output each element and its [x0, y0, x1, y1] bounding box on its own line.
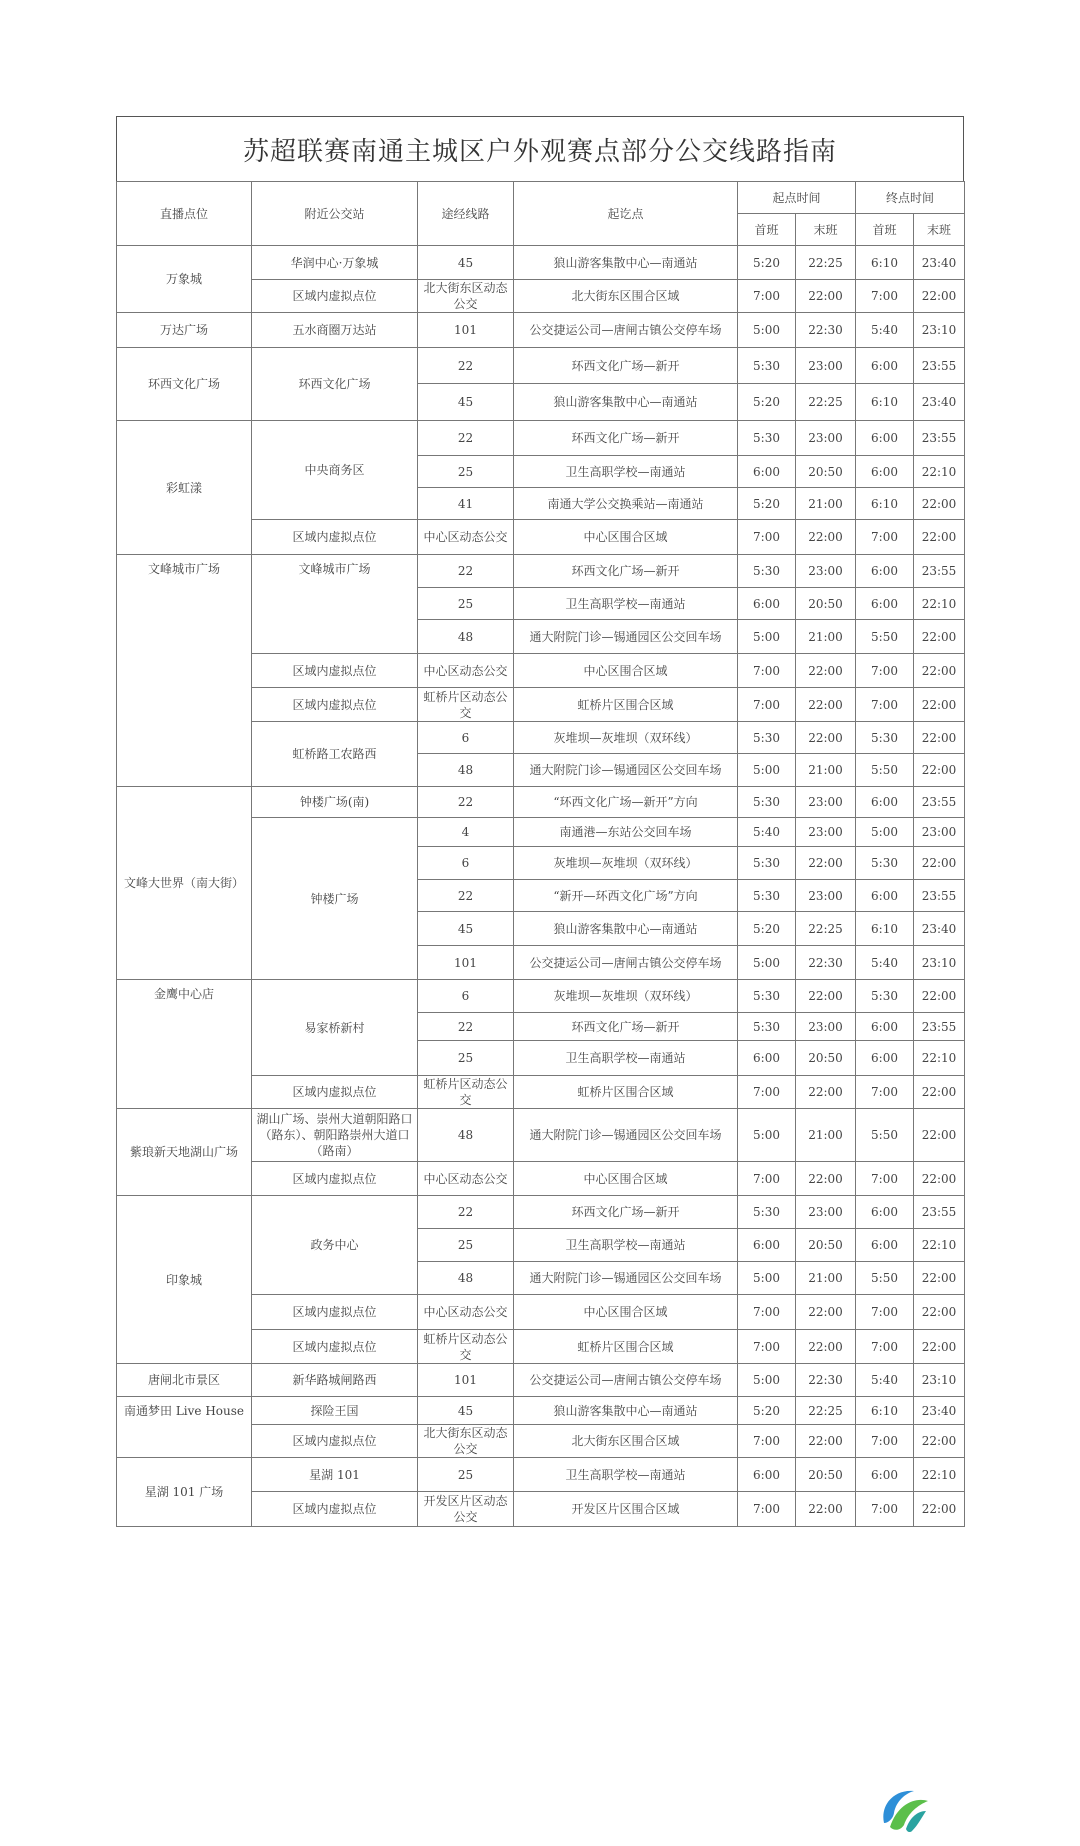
start-last-cell: 21:00: [796, 620, 856, 654]
end-last-cell: 23:55: [914, 421, 965, 456]
endpoints-cell: 卫生高职学校—南通站: [514, 588, 738, 620]
header-start-time: 起点时间: [738, 182, 856, 214]
end-first-cell: 5:40: [856, 313, 914, 348]
endpoints-cell: 通大附院门诊—锡通园区公交回车场: [514, 1262, 738, 1295]
end-last-cell: 22:00: [914, 1492, 965, 1527]
end-last-cell: 23:00: [914, 818, 965, 847]
stop-cell: 探险王国: [252, 1397, 418, 1425]
point-cell: 紫琅新天地湖山广场: [117, 1109, 252, 1196]
route-cell: 中心区动态公交: [418, 520, 514, 555]
route-cell: 25: [418, 1041, 514, 1076]
route-cell: 22: [418, 1196, 514, 1229]
endpoints-cell: 中心区围合区域: [514, 654, 738, 688]
start-first-cell: 5:30: [738, 722, 796, 754]
start-last-cell: 22:00: [796, 1295, 856, 1330]
endpoints-cell: 环西文化广场—新开: [514, 1013, 738, 1041]
start-first-cell: 5:30: [738, 1013, 796, 1041]
table-row: [117, 246, 965, 280]
end-first-cell: 6:00: [856, 1458, 914, 1492]
end-first-cell: 6:00: [856, 1041, 914, 1076]
start-first-cell: 5:00: [738, 1262, 796, 1295]
stop-cell: 易家桥新村: [252, 980, 418, 1076]
start-first-cell: 5:00: [738, 620, 796, 654]
guide-sheet: [116, 116, 964, 1527]
start-last-cell: 22:00: [796, 722, 856, 754]
start-first-cell: 5:30: [738, 1196, 796, 1229]
stop-cell: 湖山广场、崇州大道朝阳路口（路东）、朝阳路崇州大道口（路南）: [252, 1109, 418, 1162]
start-last-cell: 21:00: [796, 1262, 856, 1295]
start-last-cell: 22:00: [796, 520, 856, 555]
endpoints-cell: 狼山游客集散中心—南通站: [514, 912, 738, 946]
end-first-cell: 7:00: [856, 654, 914, 688]
start-first-cell: 5:30: [738, 421, 796, 456]
start-first-cell: 6:00: [738, 588, 796, 620]
route-cell: 101: [418, 313, 514, 348]
route-cell: 48: [418, 1262, 514, 1295]
end-first-cell: 6:00: [856, 456, 914, 488]
point-cell: 星湖 101 广场: [117, 1458, 252, 1527]
endpoints-cell: 卫生高职学校—南通站: [514, 1229, 738, 1262]
endpoints-cell: 卫生高职学校—南通站: [514, 456, 738, 488]
endpoints-cell: 虹桥片区围合区域: [514, 688, 738, 722]
header-row: [117, 182, 965, 214]
start-first-cell: 5:00: [738, 946, 796, 980]
header-end-first: 首班: [856, 214, 914, 246]
header-start-last: 末班: [796, 214, 856, 246]
end-last-cell: 22:00: [914, 1330, 965, 1364]
end-first-cell: 7:00: [856, 1425, 914, 1458]
end-first-cell: 5:30: [856, 722, 914, 754]
end-last-cell: 23:40: [914, 384, 965, 421]
end-first-cell: 6:10: [856, 488, 914, 520]
start-first-cell: 5:40: [738, 818, 796, 847]
route-cell: 22: [418, 880, 514, 912]
end-last-cell: 22:10: [914, 1229, 965, 1262]
route-cell: 25: [418, 1458, 514, 1492]
point-cell: 印象城: [117, 1196, 252, 1364]
table-body: [117, 182, 965, 1527]
stop-cell: 钟楼广场: [252, 818, 418, 980]
endpoints-cell: 公交捷运公司—唐闸古镇公交停车场: [514, 946, 738, 980]
end-last-cell: 22:10: [914, 1041, 965, 1076]
start-first-cell: 7:00: [738, 654, 796, 688]
route-cell: 中心区动态公交: [418, 1162, 514, 1196]
route-cell: 22: [418, 348, 514, 384]
endpoints-cell: 虹桥片区围合区域: [514, 1076, 738, 1109]
start-last-cell: 22:25: [796, 384, 856, 421]
route-cell: 22: [418, 787, 514, 818]
start-first-cell: 5:30: [738, 847, 796, 880]
end-last-cell: 22:00: [914, 1295, 965, 1330]
start-last-cell: 21:00: [796, 488, 856, 520]
start-last-cell: 22:00: [796, 654, 856, 688]
end-first-cell: 7:00: [856, 688, 914, 722]
end-first-cell: 6:00: [856, 348, 914, 384]
start-first-cell: 6:00: [738, 456, 796, 488]
endpoints-cell: 卫生高职学校—南通站: [514, 1041, 738, 1076]
endpoints-cell: 卫生高职学校—南通站: [514, 1458, 738, 1492]
route-cell: 开发区片区动态公交: [418, 1492, 514, 1527]
route-cell: 45: [418, 1397, 514, 1425]
point-cell: 南通梦田 Live House: [117, 1397, 252, 1458]
start-first-cell: 5:30: [738, 348, 796, 384]
start-last-cell: 22:00: [796, 280, 856, 313]
route-cell: 48: [418, 754, 514, 787]
start-last-cell: 23:00: [796, 818, 856, 847]
start-first-cell: 7:00: [738, 280, 796, 313]
start-last-cell: 22:00: [796, 1162, 856, 1196]
endpoints-cell: 公交捷运公司—唐闸古镇公交停车场: [514, 313, 738, 348]
route-cell: 101: [418, 946, 514, 980]
stop-cell: 区域内虚拟点位: [252, 1076, 418, 1109]
table-row: [117, 1196, 965, 1229]
end-last-cell: 22:00: [914, 520, 965, 555]
route-cell: 北大街东区动态公交: [418, 1425, 514, 1458]
header-point: 直播点位: [117, 182, 252, 246]
start-last-cell: 20:50: [796, 456, 856, 488]
end-last-cell: 22:00: [914, 847, 965, 880]
end-last-cell: 23:55: [914, 555, 965, 588]
end-last-cell: 23:10: [914, 1364, 965, 1397]
header-end-time: 终点时间: [856, 182, 965, 214]
route-cell: 22: [418, 555, 514, 588]
start-last-cell: 22:30: [796, 1364, 856, 1397]
header-endpoints: 起讫点: [514, 182, 738, 246]
end-last-cell: 23:40: [914, 912, 965, 946]
endpoints-cell: 通大附院门诊—锡通园区公交回车场: [514, 754, 738, 787]
table-row: [117, 348, 965, 384]
start-first-cell: 7:00: [738, 1425, 796, 1458]
start-last-cell: 22:00: [796, 1425, 856, 1458]
brand-logo-icon: [876, 1783, 932, 1835]
table-row: [117, 555, 965, 588]
start-first-cell: 7:00: [738, 1295, 796, 1330]
endpoints-cell: “环西文化广场—新开”方向: [514, 787, 738, 818]
start-first-cell: 7:00: [738, 688, 796, 722]
start-last-cell: 20:50: [796, 1041, 856, 1076]
start-last-cell: 23:00: [796, 421, 856, 456]
point-cell: 唐闸北市景区: [117, 1364, 252, 1397]
start-last-cell: 22:25: [796, 912, 856, 946]
endpoints-cell: 环西文化广场—新开: [514, 348, 738, 384]
endpoints-cell: 公交捷运公司—唐闸古镇公交停车场: [514, 1364, 738, 1397]
table-row: [117, 787, 965, 818]
start-first-cell: 7:00: [738, 1330, 796, 1364]
header-route: 途经线路: [418, 182, 514, 246]
start-first-cell: 5:00: [738, 313, 796, 348]
table-row: [117, 1364, 965, 1397]
end-last-cell: 23:40: [914, 1397, 965, 1425]
route-cell: 虹桥片区动态公交: [418, 1330, 514, 1364]
endpoints-cell: 灰堆坝—灰堆坝（双环线）: [514, 722, 738, 754]
end-first-cell: 5:30: [856, 980, 914, 1013]
start-first-cell: 6:00: [738, 1229, 796, 1262]
route-cell: 48: [418, 1109, 514, 1162]
point-cell: 万达广场: [117, 313, 252, 348]
start-first-cell: 5:20: [738, 1397, 796, 1425]
point-cell: 文峰大世界（南大街）: [117, 787, 252, 980]
end-last-cell: 22:00: [914, 1262, 965, 1295]
endpoints-cell: 中心区围合区域: [514, 1162, 738, 1196]
route-cell: 48: [418, 620, 514, 654]
start-last-cell: 22:00: [796, 1076, 856, 1109]
route-cell: 45: [418, 246, 514, 280]
start-last-cell: 20:50: [796, 1458, 856, 1492]
route-cell: 101: [418, 1364, 514, 1397]
end-last-cell: 23:10: [914, 313, 965, 348]
end-first-cell: 6:00: [856, 880, 914, 912]
endpoints-cell: 通大附院门诊—锡通园区公交回车场: [514, 1109, 738, 1162]
point-cell: 环西文化广场: [117, 348, 252, 421]
endpoints-cell: 虹桥片区围合区域: [514, 1330, 738, 1364]
endpoints-cell: 环西文化广场—新开: [514, 555, 738, 588]
end-last-cell: 22:10: [914, 1458, 965, 1492]
end-first-cell: 7:00: [856, 280, 914, 313]
start-last-cell: 20:50: [796, 1229, 856, 1262]
endpoints-cell: 北大街东区围合区域: [514, 280, 738, 313]
start-last-cell: 23:00: [796, 348, 856, 384]
endpoints-cell: 中心区围合区域: [514, 520, 738, 555]
route-cell: 25: [418, 456, 514, 488]
header-end-last: 末班: [914, 214, 965, 246]
start-last-cell: 22:00: [796, 847, 856, 880]
end-first-cell: 6:10: [856, 384, 914, 421]
start-first-cell: 7:00: [738, 1162, 796, 1196]
stop-cell: 区域内虚拟点位: [252, 1492, 418, 1527]
route-cell: 45: [418, 912, 514, 946]
end-first-cell: 5:50: [856, 620, 914, 654]
route-cell: 虹桥片区动态公交: [418, 688, 514, 722]
end-last-cell: 22:00: [914, 688, 965, 722]
start-first-cell: 6:00: [738, 1458, 796, 1492]
stop-cell: 新华路城闸路西: [252, 1364, 418, 1397]
end-first-cell: 6:00: [856, 1229, 914, 1262]
end-first-cell: 6:10: [856, 1397, 914, 1425]
endpoints-cell: 通大附院门诊—锡通园区公交回车场: [514, 620, 738, 654]
route-cell: 41: [418, 488, 514, 520]
start-first-cell: 7:00: [738, 1492, 796, 1527]
start-first-cell: 5:30: [738, 555, 796, 588]
start-last-cell: 22:25: [796, 1397, 856, 1425]
table-row: [117, 980, 965, 1013]
start-first-cell: 5:20: [738, 912, 796, 946]
end-last-cell: 22:00: [914, 1076, 965, 1109]
start-first-cell: 5:20: [738, 488, 796, 520]
route-cell: 6: [418, 980, 514, 1013]
start-last-cell: 22:00: [796, 1330, 856, 1364]
route-cell: 25: [418, 1229, 514, 1262]
end-first-cell: 6:00: [856, 555, 914, 588]
bus-route-table: [116, 181, 965, 1527]
stop-cell: 区域内虚拟点位: [252, 280, 418, 313]
stop-cell: 区域内虚拟点位: [252, 1295, 418, 1330]
endpoints-cell: 南通港—东站公交回车场: [514, 818, 738, 847]
stop-cell: 虹桥路工农路西: [252, 722, 418, 787]
end-last-cell: 23:55: [914, 348, 965, 384]
end-last-cell: 22:00: [914, 488, 965, 520]
endpoints-cell: 南通大学公交换乘站—南通站: [514, 488, 738, 520]
end-first-cell: 6:10: [856, 912, 914, 946]
end-last-cell: 22:00: [914, 280, 965, 313]
end-first-cell: 6:00: [856, 787, 914, 818]
route-cell: 25: [418, 588, 514, 620]
stop-cell: 区域内虚拟点位: [252, 1330, 418, 1364]
point-cell: 彩虹漾: [117, 421, 252, 555]
endpoints-cell: 狼山游客集散中心—南通站: [514, 246, 738, 280]
stop-cell: 区域内虚拟点位: [252, 1425, 418, 1458]
start-last-cell: 22:00: [796, 980, 856, 1013]
end-last-cell: 22:00: [914, 1162, 965, 1196]
stop-cell: 星湖 101: [252, 1458, 418, 1492]
end-first-cell: 6:00: [856, 421, 914, 456]
end-last-cell: 22:10: [914, 456, 965, 488]
start-last-cell: 21:00: [796, 1109, 856, 1162]
route-cell: 22: [418, 1013, 514, 1041]
end-first-cell: 6:00: [856, 1196, 914, 1229]
stop-cell: 钟楼广场(南): [252, 787, 418, 818]
header-stop: 附近公交站: [252, 182, 418, 246]
end-first-cell: 7:00: [856, 520, 914, 555]
start-first-cell: 5:30: [738, 880, 796, 912]
route-cell: 中心区动态公交: [418, 1295, 514, 1330]
start-last-cell: 22:30: [796, 946, 856, 980]
start-last-cell: 23:00: [796, 1013, 856, 1041]
start-last-cell: 22:00: [796, 1492, 856, 1527]
table-row: [117, 1458, 965, 1492]
endpoints-cell: 环西文化广场—新开: [514, 421, 738, 456]
end-first-cell: 7:00: [856, 1076, 914, 1109]
start-last-cell: 22:30: [796, 313, 856, 348]
stop-cell: 环西文化广场: [252, 348, 418, 421]
stop-cell: 中央商务区: [252, 421, 418, 520]
stop-cell: 区域内虚拟点位: [252, 654, 418, 688]
end-first-cell: 7:00: [856, 1330, 914, 1364]
route-cell: 4: [418, 818, 514, 847]
end-first-cell: 5:40: [856, 1364, 914, 1397]
route-cell: 虹桥片区动态公交: [418, 1076, 514, 1109]
stop-cell: 华润中心·万象城: [252, 246, 418, 280]
end-last-cell: 22:10: [914, 588, 965, 620]
route-cell: 中心区动态公交: [418, 654, 514, 688]
endpoints-cell: 灰堆坝—灰堆坝（双环线）: [514, 847, 738, 880]
start-last-cell: 23:00: [796, 880, 856, 912]
route-cell: 6: [418, 722, 514, 754]
stop-cell: 政务中心: [252, 1196, 418, 1295]
endpoints-cell: 北大街东区围合区域: [514, 1425, 738, 1458]
end-last-cell: 22:00: [914, 654, 965, 688]
endpoints-cell: 开发区片区围合区域: [514, 1492, 738, 1527]
endpoints-cell: “新开—环西文化广场”方向: [514, 880, 738, 912]
route-cell: 45: [418, 384, 514, 421]
start-last-cell: 21:00: [796, 754, 856, 787]
end-last-cell: 23:40: [914, 246, 965, 280]
start-first-cell: 7:00: [738, 520, 796, 555]
endpoints-cell: 灰堆坝—灰堆坝（双环线）: [514, 980, 738, 1013]
end-last-cell: 22:00: [914, 1109, 965, 1162]
end-first-cell: 6:00: [856, 1013, 914, 1041]
end-first-cell: 6:00: [856, 588, 914, 620]
end-first-cell: 5:00: [856, 818, 914, 847]
start-last-cell: 23:00: [796, 1196, 856, 1229]
end-last-cell: 23:55: [914, 880, 965, 912]
end-last-cell: 22:00: [914, 620, 965, 654]
point-cell: 金鹰中心店: [117, 980, 252, 1109]
start-first-cell: 5:00: [738, 754, 796, 787]
endpoints-cell: 狼山游客集散中心—南通站: [514, 384, 738, 421]
end-first-cell: 7:00: [856, 1162, 914, 1196]
table-row: [117, 421, 965, 456]
endpoints-cell: 狼山游客集散中心—南通站: [514, 1397, 738, 1425]
end-last-cell: 23:10: [914, 946, 965, 980]
start-first-cell: 7:00: [738, 1076, 796, 1109]
stop-cell: 区域内虚拟点位: [252, 1162, 418, 1196]
end-first-cell: 5:50: [856, 1109, 914, 1162]
end-last-cell: 22:00: [914, 980, 965, 1013]
start-first-cell: 5:30: [738, 980, 796, 1013]
table-row: [117, 1397, 965, 1425]
table-row: [117, 313, 965, 348]
end-first-cell: 7:00: [856, 1295, 914, 1330]
start-last-cell: 22:00: [796, 688, 856, 722]
start-last-cell: 20:50: [796, 588, 856, 620]
stop-cell: 文峰城市广场: [252, 555, 418, 654]
route-cell: 6: [418, 847, 514, 880]
stop-cell: 五水商圈万达站: [252, 313, 418, 348]
start-last-cell: 23:00: [796, 787, 856, 818]
end-last-cell: 22:00: [914, 754, 965, 787]
table-row: [117, 1109, 965, 1162]
end-first-cell: 5:40: [856, 946, 914, 980]
stop-cell: 区域内虚拟点位: [252, 688, 418, 722]
start-first-cell: 6:00: [738, 1041, 796, 1076]
start-first-cell: 5:20: [738, 246, 796, 280]
start-first-cell: 5:00: [738, 1109, 796, 1162]
point-cell: 文峰城市广场: [117, 555, 252, 787]
end-last-cell: 22:00: [914, 722, 965, 754]
start-first-cell: 5:20: [738, 384, 796, 421]
end-last-cell: 23:55: [914, 1196, 965, 1229]
stop-cell: 区域内虚拟点位: [252, 520, 418, 555]
start-first-cell: 5:30: [738, 787, 796, 818]
end-last-cell: 23:55: [914, 1013, 965, 1041]
end-last-cell: 22:00: [914, 1425, 965, 1458]
end-last-cell: 23:55: [914, 787, 965, 818]
endpoints-cell: 环西文化广场—新开: [514, 1196, 738, 1229]
start-last-cell: 23:00: [796, 555, 856, 588]
end-first-cell: 6:10: [856, 246, 914, 280]
route-cell: 北大街东区动态公交: [418, 280, 514, 313]
endpoints-cell: 中心区围合区域: [514, 1295, 738, 1330]
start-last-cell: 22:25: [796, 246, 856, 280]
header-start-first: 首班: [738, 214, 796, 246]
end-first-cell: 5:50: [856, 1262, 914, 1295]
end-first-cell: 5:50: [856, 754, 914, 787]
start-first-cell: 5:00: [738, 1364, 796, 1397]
page-title: 苏超联赛南通主城区户外观赛点部分公交线路指南: [116, 116, 964, 181]
route-cell: 22: [418, 421, 514, 456]
end-first-cell: 5:30: [856, 847, 914, 880]
end-first-cell: 7:00: [856, 1492, 914, 1527]
point-cell: 万象城: [117, 246, 252, 313]
